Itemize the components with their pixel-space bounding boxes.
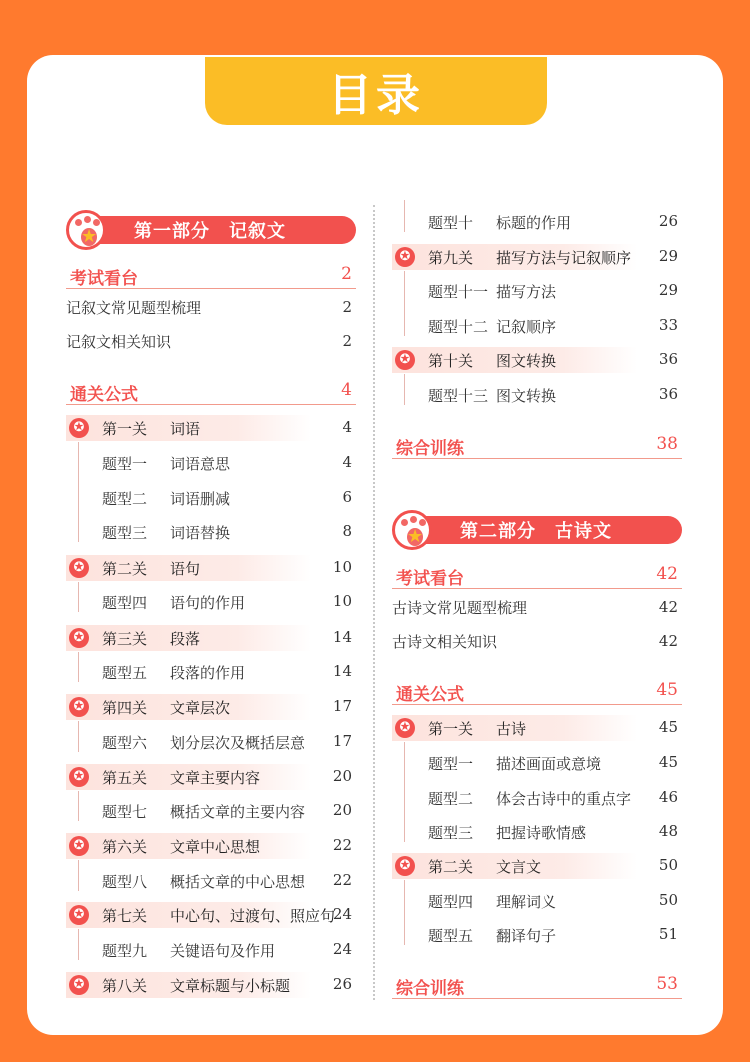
toc-entry-text: 记叙文相关知识 bbox=[66, 332, 172, 351]
subtopic-name: 图文转换 bbox=[496, 387, 557, 405]
subtopic-entry[interactable] bbox=[102, 453, 230, 474]
category-underline bbox=[392, 588, 682, 589]
subtopic-page: 20 bbox=[332, 801, 352, 819]
category-page: 53 bbox=[656, 974, 678, 994]
star-icon: ✪ bbox=[69, 558, 89, 578]
subtopic-type: 题型十一 bbox=[428, 283, 489, 301]
star-icon: ✪ bbox=[69, 697, 89, 717]
subtopic-entry[interactable] bbox=[102, 592, 245, 613]
toc-entry-page: 42 bbox=[658, 598, 678, 616]
category-underline bbox=[66, 288, 356, 289]
subtopic-type: 题型四 bbox=[428, 893, 474, 911]
subtopic-entry[interactable] bbox=[428, 891, 556, 912]
toc-entry-page: 2 bbox=[342, 332, 352, 350]
subtopic-page: 17 bbox=[332, 732, 352, 750]
level-entry[interactable] bbox=[66, 625, 311, 651]
paw-toe bbox=[84, 216, 91, 223]
level-label: 第七关 bbox=[102, 907, 148, 925]
paw-toe bbox=[75, 219, 82, 226]
subtopic-page: 50 bbox=[658, 891, 678, 909]
subtopic-type: 题型十三 bbox=[428, 387, 489, 405]
level-label: 第一关 bbox=[428, 720, 474, 738]
tree-line bbox=[78, 721, 79, 752]
subtopic-page: 46 bbox=[658, 788, 678, 806]
part-title: 第一部分 记叙文 bbox=[134, 221, 286, 242]
subtopic-entry[interactable] bbox=[102, 732, 305, 753]
category-page: 38 bbox=[656, 434, 678, 454]
level-page: 29 bbox=[658, 247, 678, 265]
level-page: 20 bbox=[332, 767, 352, 785]
star-icon: ✪ bbox=[395, 856, 415, 876]
level-page: 36 bbox=[658, 350, 678, 368]
level-name: 词语 bbox=[170, 420, 201, 438]
subtopic-page: 24 bbox=[332, 940, 352, 958]
subtopic-page: 8 bbox=[342, 522, 352, 540]
subtopic-page: 33 bbox=[658, 316, 678, 334]
star-icon: ✪ bbox=[395, 247, 415, 267]
subtopic-name: 词语删减 bbox=[170, 490, 231, 508]
level-page: 24 bbox=[332, 905, 352, 923]
star-icon: ★ bbox=[407, 526, 424, 547]
category-underline bbox=[66, 404, 356, 405]
subtopic-entry[interactable] bbox=[102, 488, 230, 509]
star-icon: ★ bbox=[81, 226, 98, 247]
tree-line bbox=[78, 442, 79, 542]
star-icon: ✪ bbox=[69, 628, 89, 648]
subtopic-entry[interactable] bbox=[102, 871, 305, 892]
level-entry[interactable] bbox=[66, 902, 336, 928]
level-label: 第九关 bbox=[428, 249, 474, 267]
level-entry[interactable] bbox=[66, 833, 311, 859]
toc-entry-page: 42 bbox=[658, 632, 678, 650]
part-title: 第二部分 古诗文 bbox=[460, 521, 612, 542]
level-label: 第八关 bbox=[102, 977, 148, 995]
level-name: 文言文 bbox=[496, 858, 542, 876]
level-label: 第十关 bbox=[428, 352, 474, 370]
level-entry[interactable] bbox=[392, 853, 637, 879]
star-icon: ✪ bbox=[395, 718, 415, 738]
level-entry[interactable] bbox=[66, 555, 311, 581]
part-header-bar bbox=[84, 216, 356, 244]
subtopic-page: 48 bbox=[658, 822, 678, 840]
subtopic-entry[interactable] bbox=[428, 316, 556, 337]
tree-line bbox=[78, 652, 79, 682]
category-label[interactable]: 考试看台 bbox=[396, 569, 464, 589]
level-name: 文章标题与小标题 bbox=[170, 977, 291, 995]
page-title: 目录 bbox=[328, 70, 424, 121]
subtopic-entry[interactable] bbox=[428, 925, 556, 946]
subtopic-name: 概括文章的中心思想 bbox=[170, 873, 306, 891]
subtopic-type: 题型一 bbox=[102, 455, 148, 473]
subtopic-type: 题型二 bbox=[428, 790, 474, 808]
level-name: 描写方法与记叙顺序 bbox=[496, 249, 632, 267]
category-page: 45 bbox=[656, 680, 678, 700]
category-label[interactable]: 通关公式 bbox=[396, 685, 464, 705]
tree-line bbox=[404, 742, 405, 842]
subtopic-name: 词语意思 bbox=[170, 455, 231, 473]
paw-icon bbox=[392, 510, 432, 550]
toc-entry[interactable] bbox=[392, 595, 682, 619]
subtopic-entry[interactable] bbox=[428, 822, 586, 843]
level-entry[interactable] bbox=[392, 347, 637, 373]
subtopic-page: 10 bbox=[332, 592, 352, 610]
level-entry[interactable] bbox=[66, 972, 311, 998]
level-page: 22 bbox=[332, 836, 352, 854]
level-page: 4 bbox=[342, 418, 352, 436]
subtopic-name: 描述画面或意境 bbox=[496, 755, 602, 773]
level-name: 文章中心思想 bbox=[170, 838, 261, 856]
category-label[interactable]: 考试看台 bbox=[70, 269, 138, 289]
subtopic-page: 51 bbox=[658, 925, 678, 943]
subtopic-page: 22 bbox=[332, 871, 352, 889]
star-icon: ✪ bbox=[69, 905, 89, 925]
tree-line bbox=[404, 271, 405, 336]
subtopic-name: 关键语句及作用 bbox=[170, 942, 276, 960]
paw-icon bbox=[66, 210, 106, 250]
tree-line bbox=[78, 860, 79, 891]
subtopic-type: 题型十 bbox=[428, 214, 474, 232]
category-underline bbox=[392, 704, 682, 705]
star-icon: ✪ bbox=[69, 418, 89, 438]
toc-entry-text: 记叙文常见题型梳理 bbox=[66, 298, 202, 317]
tree-line bbox=[78, 582, 79, 612]
level-page: 26 bbox=[332, 975, 352, 993]
category-page: 4 bbox=[341, 380, 352, 400]
subtopic-type: 题型三 bbox=[102, 524, 148, 542]
category-label[interactable]: 综合训练 bbox=[396, 979, 464, 999]
level-entry[interactable] bbox=[392, 244, 637, 270]
subtopic-type: 题型十二 bbox=[428, 318, 489, 336]
subtopic-type: 题型一 bbox=[428, 755, 474, 773]
level-label: 第二关 bbox=[428, 858, 474, 876]
subtopic-type: 题型七 bbox=[102, 803, 148, 821]
subtopic-type: 题型五 bbox=[428, 927, 474, 945]
level-label: 第四关 bbox=[102, 699, 148, 717]
subtopic-type: 题型九 bbox=[102, 942, 148, 960]
level-name: 中心句、过渡句、照应句 bbox=[170, 907, 336, 925]
subtopic-name: 把握诗歌情感 bbox=[496, 824, 587, 842]
star-icon: ✪ bbox=[69, 975, 89, 995]
level-name: 段落 bbox=[170, 630, 201, 648]
level-page: 10 bbox=[332, 558, 352, 576]
level-entry[interactable] bbox=[66, 764, 311, 790]
subtopic-entry[interactable] bbox=[428, 753, 601, 774]
subtopic-type: 题型三 bbox=[428, 824, 474, 842]
toc-entry[interactable] bbox=[66, 329, 356, 353]
part-header bbox=[66, 210, 356, 250]
title-tab bbox=[205, 57, 547, 125]
level-label: 第六关 bbox=[102, 838, 148, 856]
level-page: 50 bbox=[658, 856, 678, 874]
category-page: 42 bbox=[656, 564, 678, 584]
subtopic-page: 6 bbox=[342, 488, 352, 506]
subtopic-type: 题型八 bbox=[102, 873, 148, 891]
toc-entry[interactable] bbox=[66, 295, 356, 319]
subtopic-page: 14 bbox=[332, 662, 352, 680]
paw-toe bbox=[410, 516, 417, 523]
part-header bbox=[392, 510, 682, 550]
subtopic-name: 体会古诗中的重点字 bbox=[496, 790, 632, 808]
toc-entry[interactable] bbox=[392, 629, 682, 653]
tree-line bbox=[78, 929, 79, 960]
tree-line bbox=[404, 880, 405, 945]
subtopic-name: 概括文章的主要内容 bbox=[170, 803, 306, 821]
subtopic-entry[interactable] bbox=[428, 385, 556, 406]
level-name: 古诗 bbox=[496, 720, 527, 738]
subtopic-page: 36 bbox=[658, 385, 678, 403]
subtopic-name: 描写方法 bbox=[496, 283, 557, 301]
paw-toe bbox=[93, 219, 100, 226]
level-name: 图文转换 bbox=[496, 352, 557, 370]
level-page: 14 bbox=[332, 628, 352, 646]
subtopic-entry[interactable] bbox=[102, 522, 230, 543]
level-label: 第一关 bbox=[102, 420, 148, 438]
subtopic-name: 理解词义 bbox=[496, 893, 557, 911]
subtopic-type: 题型二 bbox=[102, 490, 148, 508]
subtopic-type: 题型五 bbox=[102, 664, 148, 682]
category-page: 2 bbox=[341, 264, 352, 284]
category-label[interactable]: 综合训练 bbox=[396, 439, 464, 459]
subtopic-entry[interactable] bbox=[102, 940, 275, 961]
level-name: 文章层次 bbox=[170, 699, 231, 717]
subtopic-name: 标题的作用 bbox=[496, 214, 572, 232]
subtopic-name: 翻译句子 bbox=[496, 927, 557, 945]
subtopic-page: 29 bbox=[658, 281, 678, 299]
category-label[interactable]: 通关公式 bbox=[70, 385, 138, 405]
level-label: 第二关 bbox=[102, 560, 148, 578]
part-header-bar bbox=[410, 516, 682, 544]
column-divider bbox=[373, 205, 375, 1000]
tree-line bbox=[404, 200, 405, 232]
level-entry[interactable] bbox=[66, 415, 311, 441]
toc-entry-text: 古诗文常见题型梳理 bbox=[392, 598, 528, 617]
level-page: 17 bbox=[332, 697, 352, 715]
level-entry[interactable] bbox=[392, 715, 637, 741]
subtopic-page: 45 bbox=[658, 753, 678, 771]
star-icon: ✪ bbox=[395, 350, 415, 370]
tree-line bbox=[404, 374, 405, 405]
paw-toe bbox=[401, 519, 408, 526]
subtopic-entry[interactable] bbox=[102, 801, 305, 822]
category-underline bbox=[392, 458, 682, 459]
subtopic-entry[interactable] bbox=[428, 281, 556, 302]
subtopic-name: 划分层次及概括层意 bbox=[170, 734, 306, 752]
subtopic-entry[interactable] bbox=[428, 788, 631, 809]
subtopic-entry[interactable] bbox=[102, 662, 245, 683]
toc-entry-text: 古诗文相关知识 bbox=[392, 632, 498, 651]
subtopic-type: 题型四 bbox=[102, 594, 148, 612]
paw-toe bbox=[419, 519, 426, 526]
subtopic-page: 4 bbox=[342, 453, 352, 471]
level-entry[interactable] bbox=[66, 694, 311, 720]
subtopic-name: 段落的作用 bbox=[170, 664, 246, 682]
subtopic-entry[interactable] bbox=[428, 212, 571, 233]
level-page: 45 bbox=[658, 718, 678, 736]
subtopic-name: 记叙顺序 bbox=[496, 318, 557, 336]
subtopic-name: 词语替换 bbox=[170, 524, 231, 542]
subtopic-type: 题型六 bbox=[102, 734, 148, 752]
level-label: 第三关 bbox=[102, 630, 148, 648]
subtopic-name: 语句的作用 bbox=[170, 594, 246, 612]
level-name: 文章主要内容 bbox=[170, 769, 261, 787]
category-underline bbox=[392, 998, 682, 999]
tree-line bbox=[78, 791, 79, 821]
subtopic-page: 26 bbox=[658, 212, 678, 230]
star-icon: ✪ bbox=[69, 767, 89, 787]
level-name: 语句 bbox=[170, 560, 201, 578]
star-icon: ✪ bbox=[69, 836, 89, 856]
toc-entry-page: 2 bbox=[342, 298, 352, 316]
level-label: 第五关 bbox=[102, 769, 148, 787]
